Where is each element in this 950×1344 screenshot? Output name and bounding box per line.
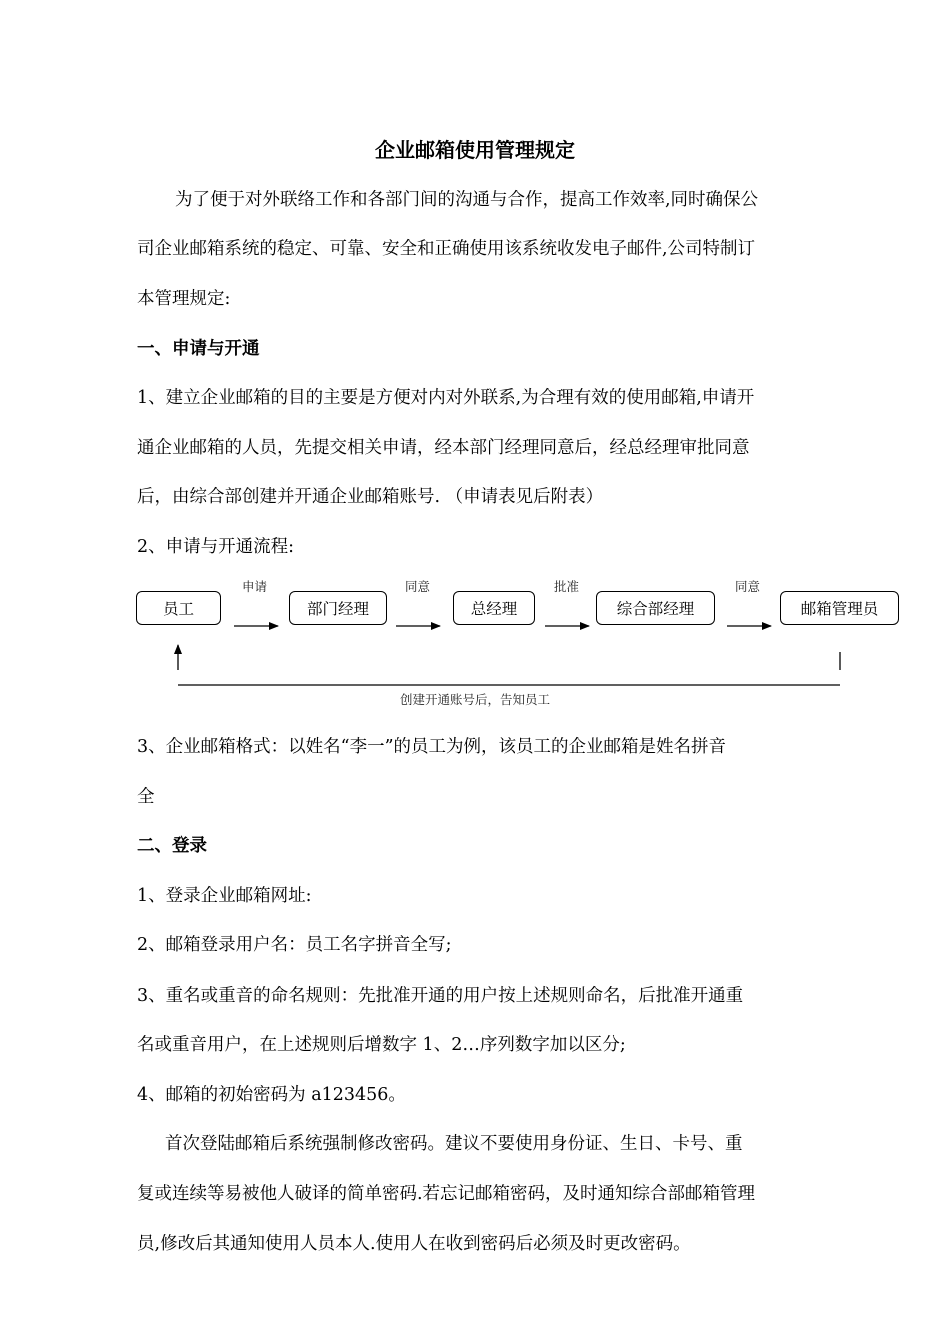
intro-line-3: 本管理规定: — [137, 289, 231, 309]
flow-step-employee: 员工 — [136, 591, 221, 625]
flow-label-approve: 批准 — [554, 579, 580, 594]
document-title: 企业邮箱使用管理规定 — [375, 138, 575, 162]
intro-line-2: 司企业邮箱系统的稳定、可靠、安全和正确使用该系统收发电子邮件,公司特制订 — [137, 239, 756, 259]
s1-item1-line-2: 通企业邮箱的人员，先提交相关申请，经本部门经理同意后，经总经理审批同意 — [137, 438, 750, 458]
section1-heading: 一、申请与开通 — [137, 339, 260, 359]
s2-para-line-1: 首次登陆邮箱后系统强制修改密码。建议不要使用身份证、生日、卡号、重 — [165, 1134, 743, 1154]
flow-label-apply: 申请 — [242, 579, 268, 594]
flow-label-agree-1: 同意 — [405, 579, 431, 594]
s2-item4: 4、邮箱的初始密码为 a123456。 — [137, 1085, 406, 1105]
flow-step-dept-manager: 部门经理 — [289, 591, 387, 625]
flow-step-general-manager: 总经理 — [453, 591, 535, 625]
flow-step-admin-manager: 综合部经理 — [596, 591, 715, 625]
s2-para-line-2: 复或连续等易被他人破译的简单密码.若忘记邮箱密码，及时通知综合部邮箱管理 — [137, 1184, 756, 1204]
s1-item1-line-1: 1、建立企业邮箱的目的主要是方便对内对外联系,为合理有效的使用邮箱,申请开 — [137, 388, 755, 408]
s1-item1-line-3: 后，由综合部创建并开通企业邮箱账号. （申请表见后附表） — [137, 487, 604, 507]
flow-caption: 创建开通账号后，告知员工 — [399, 692, 550, 707]
s2-item2: 2、邮箱登录用户名：员工名字拼音全写; — [137, 935, 452, 955]
s2-para-line-3: 员,修改后其通知使用人员本人.使用人在收到密码后必须及时更改密码。 — [137, 1234, 691, 1254]
flow-step-mailbox-admin: 邮箱管理员 — [780, 591, 899, 625]
s1-item2: 2、申请与开通流程: — [137, 537, 295, 557]
s2-item3-line-2: 名或重音用户，在上述规则后增数字 1、2…序列数字加以区分; — [137, 1035, 626, 1055]
s1-item3-line-1: 3、企业邮箱格式：以姓名“李一”的员工为例，该员工的企业邮箱是姓名拼音 — [137, 737, 727, 757]
section2-heading: 二、登录 — [137, 836, 207, 856]
flow-label-agree-2: 同意 — [735, 579, 761, 594]
intro-line-1: 为了便于对外联络工作和各部门间的沟通与合作，提高工作效率,同时确保公 — [175, 190, 759, 210]
s2-item1: 1、登录企业邮箱网址: — [137, 886, 312, 906]
s2-item3-line-1: 3、重名或重音的命名规则：先批准开通的用户按上述规则命名，后批准开通重 — [137, 986, 744, 1006]
s1-item3-line-2: 全 — [137, 787, 155, 807]
